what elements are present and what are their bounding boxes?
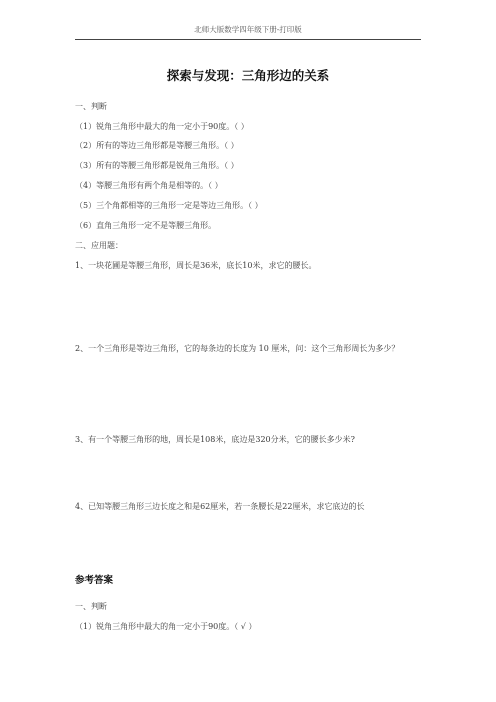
answers-heading: 参考答案 — [75, 575, 114, 586]
question-1: 1、一块花圃是等腰三角形，周长是36米，底长10米，求它的腰长。 — [75, 261, 317, 270]
page-title: 探索与发现：三角形边的关系 — [166, 68, 330, 83]
answer-item-1: （1）锐角三角形中最大的角一定小于90度。（ √ ） — [75, 622, 257, 631]
section-2-heading: 二、应用题： — [75, 241, 123, 250]
judge-item-2: （2）所有的等边三角形都是等腰三角形。（ ） — [75, 141, 239, 150]
answers-section-heading: 一、判断 — [75, 602, 107, 611]
section-1-heading: 一、判断 — [75, 102, 107, 111]
judge-item-1: （1）锐角三角形中最大的角一定小于90度。（ ） — [75, 122, 249, 131]
question-3: 3、有一个等腰三角形的地，周长是108米，底边是320分米，它的腰长多少米? — [75, 435, 355, 444]
question-2: 2、一个三角形是等边三角形，它的每条边的长度为 10 厘米，问：这个三角形周长为多少？ — [75, 344, 400, 353]
judge-item-4: （4）等腰三角形有两个角是相等的。（ ） — [75, 181, 223, 190]
judge-item-6: （6）直角三角形一定不是等腰三角形。 — [75, 221, 217, 230]
page-header: 北师大版数学四年级下册-打印版 — [75, 24, 421, 40]
judge-item-3: （3）所有的等腰三角形都是锐角三角形。（ ） — [75, 161, 239, 170]
judge-item-5: （5）三个角都相等的三角形一定是等边三角形。（ ） — [75, 201, 263, 210]
question-4: 4、已知等腰三角形三边长度之和是62厘米，若一条腰长是22厘米，求它底边的长 — [75, 502, 365, 511]
